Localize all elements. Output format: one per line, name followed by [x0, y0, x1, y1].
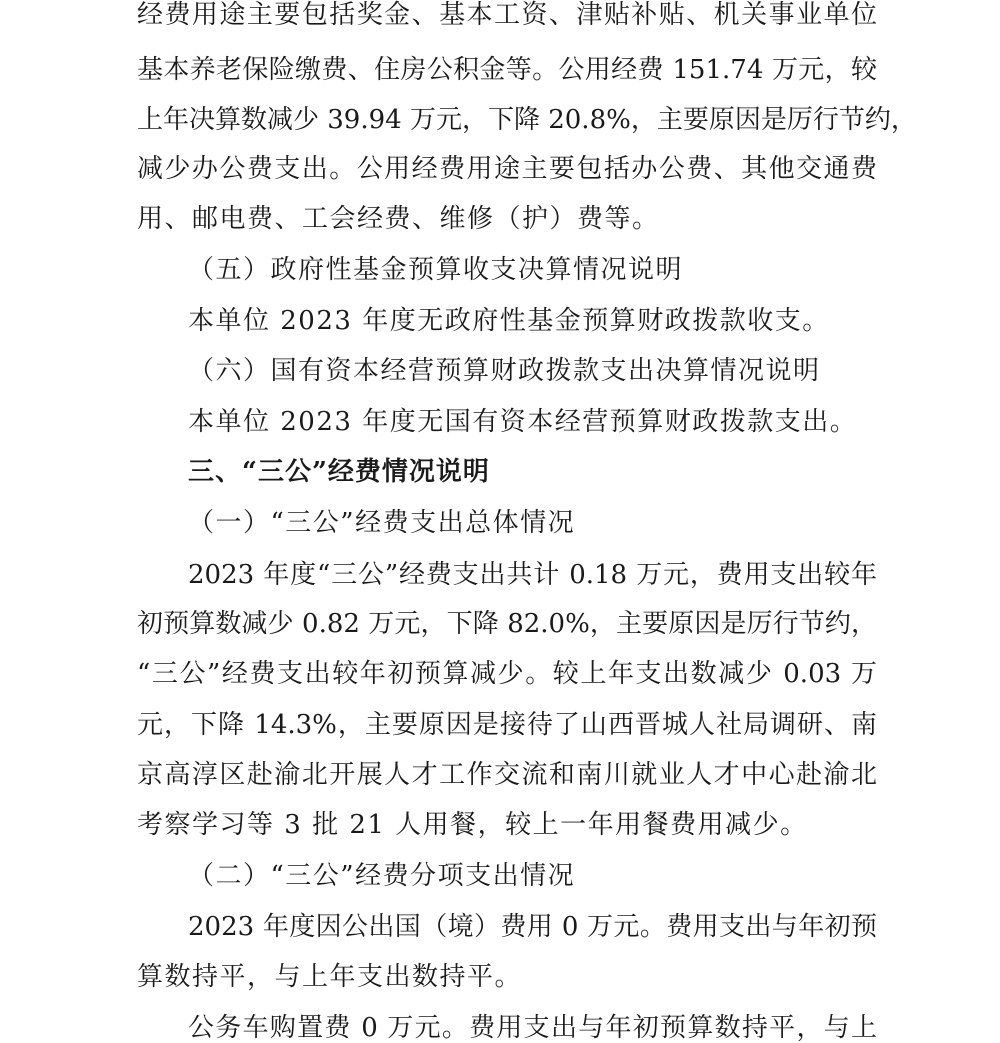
paragraph-line: 减少办公费支出。公用经费用途主要包括办公费、其他交通费: [137, 154, 877, 184]
paragraph-line: 京高淳区赴渝北开展人才工作交流和南川就业人才中心赴渝北: [137, 760, 877, 790]
section-heading-6: （六）国有资本经营预算财政拨款支出决算情况说明: [188, 356, 821, 386]
subsection-heading-2: （二）“三公”经费分项支出情况: [188, 861, 576, 891]
paragraph-line: 考察学习等 3 批 21 人用餐，较上一年用餐费用减少。: [137, 810, 808, 840]
paragraph-line: 算数持平，与上年支出数持平。: [137, 962, 523, 992]
paragraph-line: 本单位 2023 年度无政府性基金预算财政拨款收支。: [188, 306, 830, 336]
paragraph-line: 经费用途主要包括奖金、基本工资、津贴补贴、机关事业单位: [137, 0, 877, 30]
paragraph-line: 元，下降 14.3%，主要原因是接待了山西晋城人社局调研、南: [137, 710, 877, 740]
paragraph-line: 2023 年度因公出国（境）费用 0 万元。费用支出与年初预: [188, 912, 877, 942]
paragraph-line: 用、邮电费、工会经费、维修（护）费等。: [137, 204, 660, 234]
paragraph-line: “三公”经费支出较年初预算减少。较上年支出数减少 0.03 万: [137, 659, 877, 689]
paragraph-line: 基本养老保险缴费、住房公积金等。公用经费 151.74 万元，较: [137, 55, 877, 85]
section-heading-5: （五）政府性基金预算收支决算情况说明: [188, 255, 684, 285]
chapter-heading-3: 三、“三公”经费情况说明: [188, 457, 490, 487]
paragraph-line: 2023 年度“三公”经费支出共计 0.18 万元，费用支出较年: [188, 560, 877, 590]
paragraph-line: 公务车购置费 0 万元。费用支出与年初预算数持平，与上: [188, 1013, 877, 1043]
subsection-heading-1: （一）“三公”经费支出总体情况: [188, 508, 576, 538]
paragraph-line: 初预算数减少 0.82 万元，下降 82.0%，主要原因是厉行节约，: [137, 609, 877, 639]
paragraph-line: 上年决算数减少 39.94 万元，下降 20.8%，主要原因是厉行节约，: [137, 105, 917, 135]
paragraph-line: 本单位 2023 年度无国有资本经营预算财政拨款支出。: [188, 407, 858, 437]
